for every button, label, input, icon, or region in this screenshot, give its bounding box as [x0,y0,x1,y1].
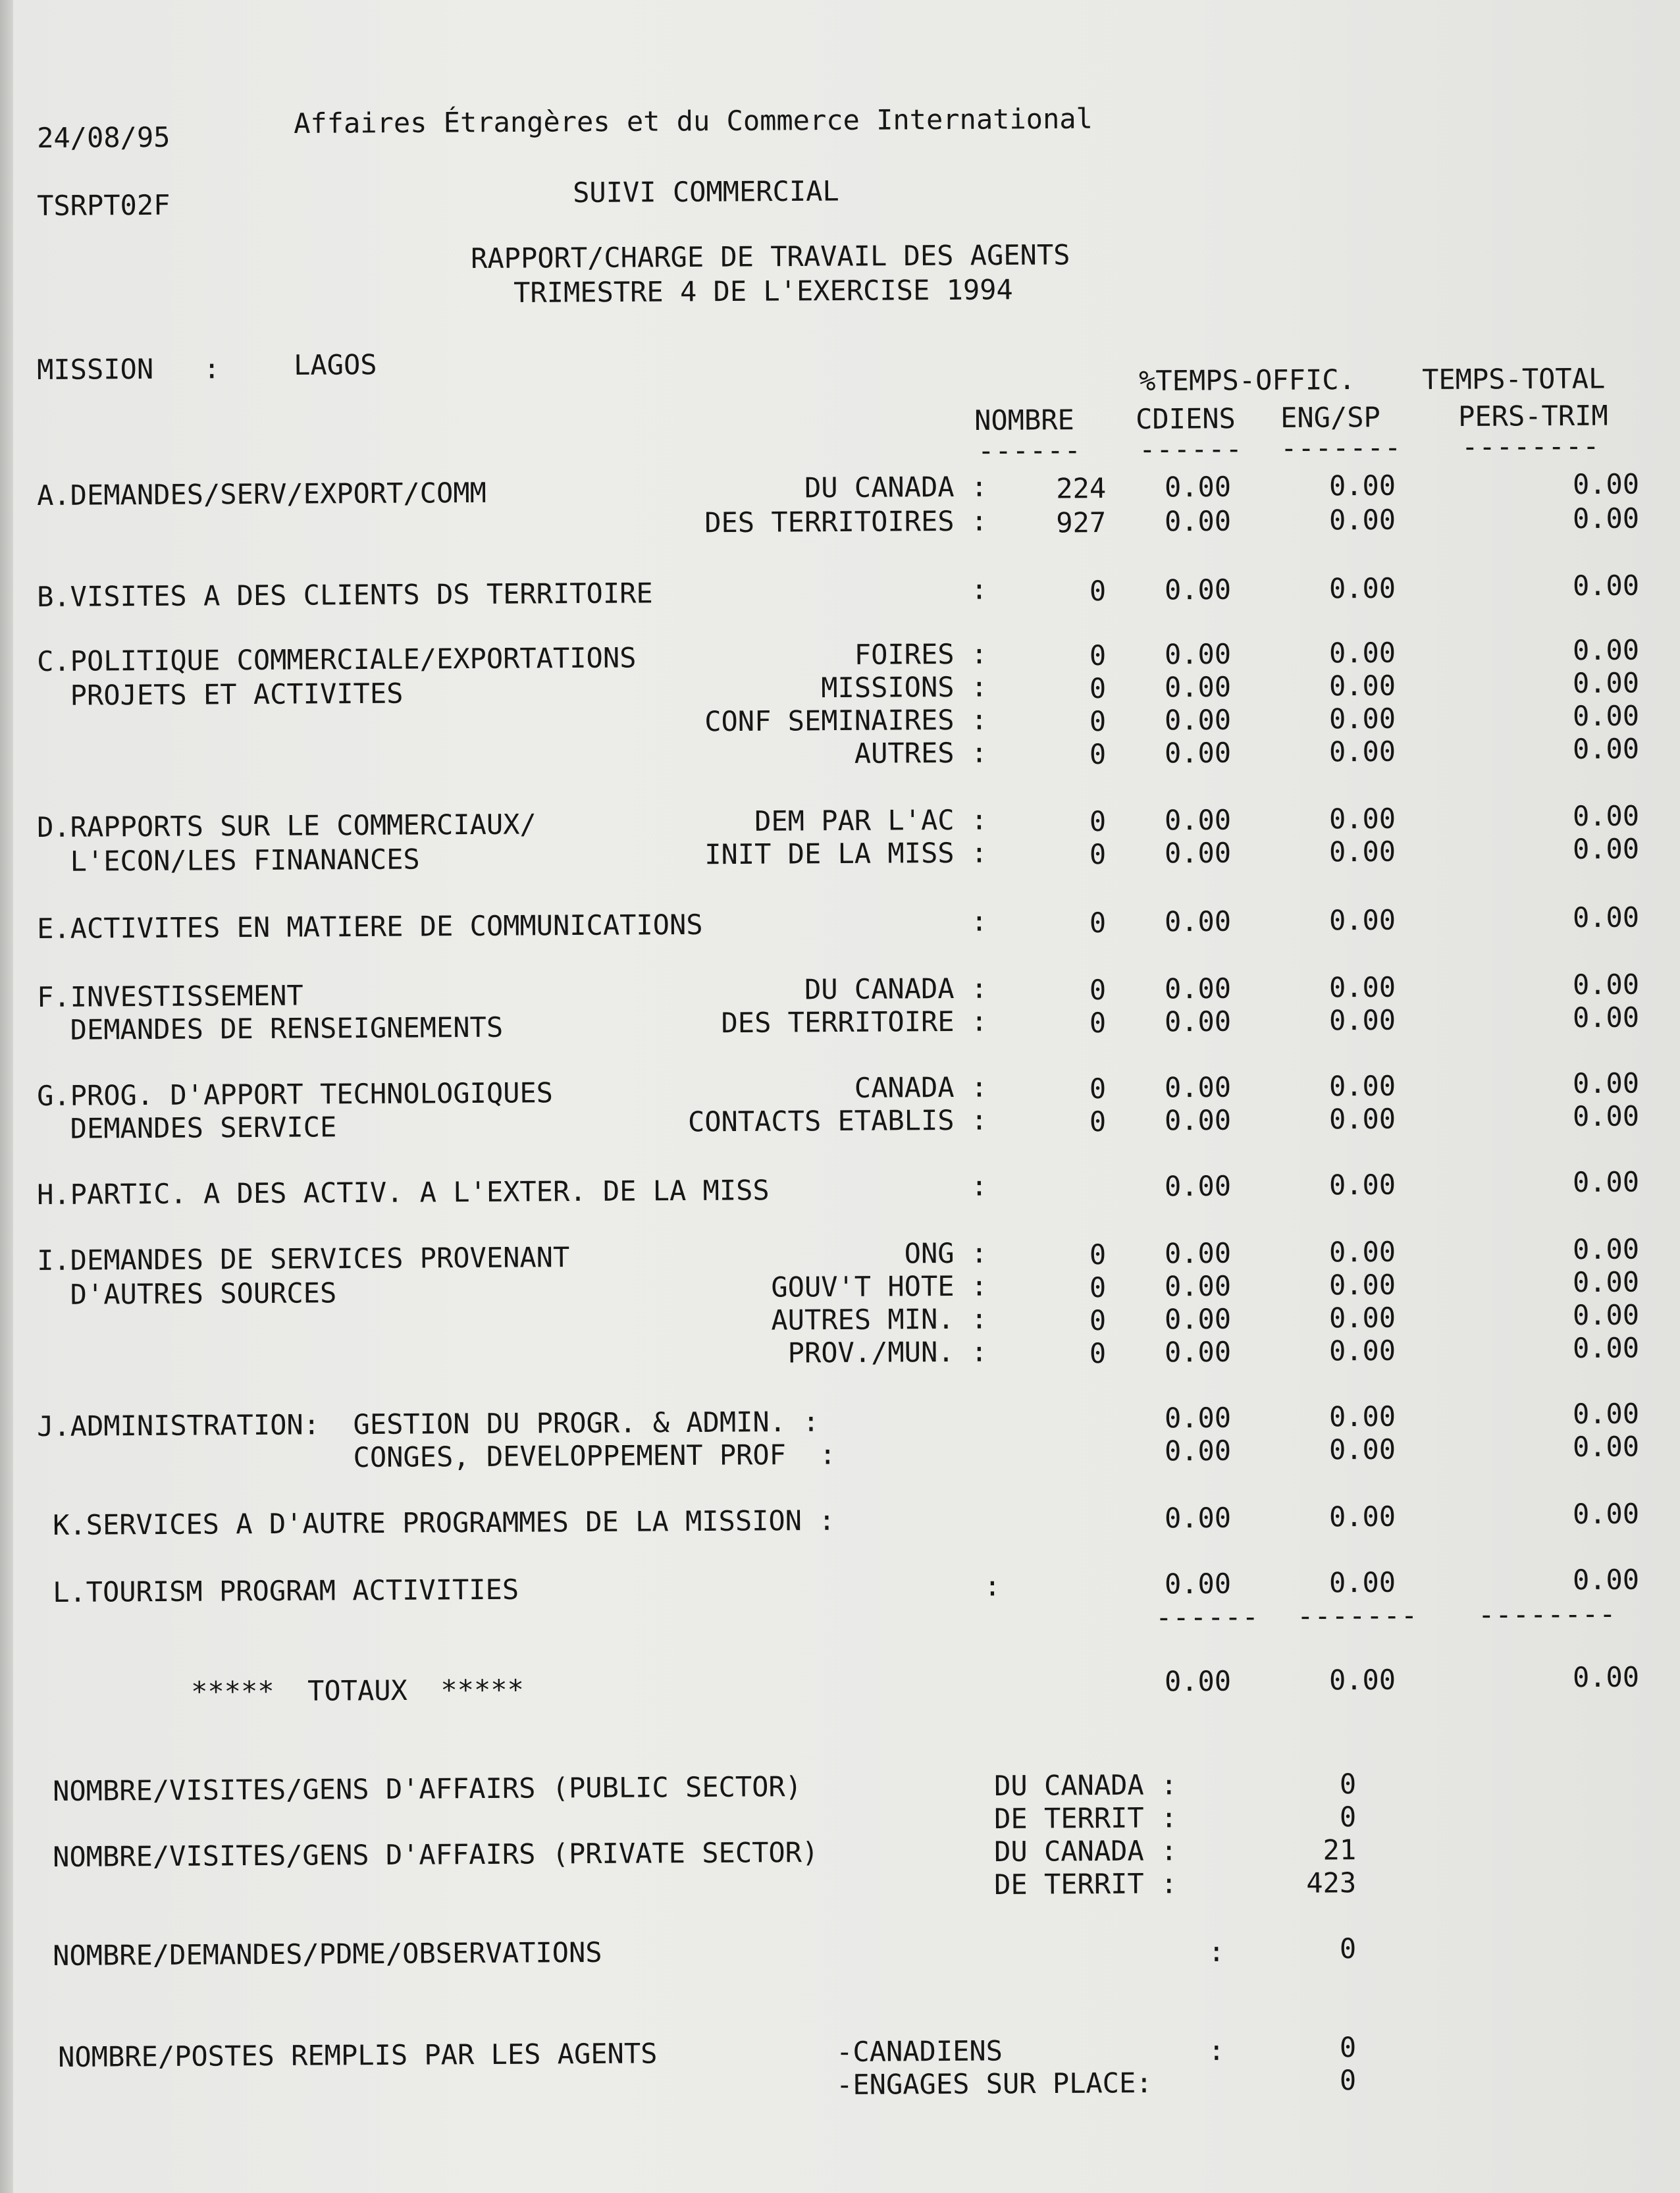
row-d1-total: 0.00 [1572,799,1640,833]
row-l-sub: : [984,1570,1001,1602]
row-i1-total: 0.00 [1572,1232,1640,1266]
row-f2-total: 0.00 [1572,1001,1640,1034]
row-f2-nombre: 0 [1089,1007,1107,1040]
row-c1-sub: FOIRES : [854,637,988,671]
row-c-label: C.POLITIQUE COMMERCIALE/EXPORTATIONS [37,641,637,677]
row-c4-engsp: 0.00 [1328,735,1396,768]
row-i4-sub: PROV./MUN. : [787,1335,988,1369]
row-d1-nombre: 0 [1089,805,1107,838]
pdme-label: NOMBRE/DEMANDES/PDME/OBSERVATIONS [53,1936,602,1972]
row-f1-nombre: 0 [1089,974,1107,1007]
col-header-pct-temps-offic: %TEMPS-OFFIC. [1139,363,1356,397]
row-f1-total: 0.00 [1572,968,1640,1001]
visits-public-canada-label: DU CANADA : [994,1768,1178,1802]
row-i4-nombre: 0 [1089,1337,1107,1370]
totals-total: 0.00 [1572,1660,1640,1694]
col-rule-total: -------- [1461,429,1600,463]
row-e-cdiens: 0.00 [1164,905,1232,938]
col-rule-cdiens: ------ [1139,433,1244,465]
department-name: Affaires Étrangères et du Commerce International [294,102,1093,140]
col-header-cdiens: CDIENS [1136,402,1236,435]
mission-value: LAGOS [294,348,377,381]
row-g1-total: 0.00 [1572,1067,1640,1100]
row-a2-nombre: 927 [1056,506,1107,539]
row-h-cdiens: 0.00 [1164,1169,1232,1203]
row-d2-engsp: 0.00 [1328,835,1396,868]
row-g1-nombre: 0 [1089,1072,1107,1105]
row-c2-sub: MISSIONS : [821,670,988,704]
row-a1-nombre: 224 [1056,472,1107,505]
row-f1-sub: DU CANADA : [804,972,988,1006]
row-l-label: L.TOURISM PROGRAM ACTIVITIES [53,1573,519,1608]
row-g1-cdiens: 0.00 [1164,1070,1232,1104]
row-a1-sub: DU CANADA : [804,470,988,504]
row-a2-total: 0.00 [1572,502,1640,535]
row-h-engsp: 0.00 [1328,1168,1396,1202]
row-c4-cdiens: 0.00 [1164,736,1232,770]
postes-canadiens-value: 0 [1339,2031,1357,2064]
visits-public-territ-value: 0 [1339,1801,1357,1834]
row-f2-engsp: 0.00 [1328,1003,1396,1037]
row-c4-sub: AUTRES : [854,736,988,770]
row-a2-engsp: 0.00 [1328,503,1396,537]
row-j-label-2: CONGES, DEVELOPPEMENT PROF : [37,1438,837,1475]
row-c3-cdiens: 0.00 [1164,703,1232,737]
col-header-temps-total: TEMPS-TOTAL [1422,362,1606,396]
row-a1-total: 0.00 [1572,467,1640,501]
row-g-label: G.PROG. D'APPORT TECHNOLOGIQUES [37,1076,554,1112]
row-g2-cdiens: 0.00 [1164,1103,1232,1137]
col-rule-nombre: ------ [978,434,1082,467]
row-k-label: K.SERVICES A D'AUTRE PROGRAMMES DE LA MISSION : [53,1504,835,1541]
row-e-nombre: 0 [1089,907,1107,939]
postes-canadiens-label: -CANADIENS [836,2034,1003,2068]
row-b-label: B.VISITES A DES CLIENTS DS TERRITOIRE [37,577,653,613]
row-i2-total: 0.00 [1572,1265,1640,1299]
row-i3-total: 0.00 [1572,1298,1640,1332]
row-c3-total: 0.00 [1572,699,1640,733]
row-i3-sub: AUTRES MIN. : [771,1302,988,1336]
visits-private-territ-label: DE TERRIT : [994,1867,1178,1901]
row-b-total: 0.00 [1572,569,1640,602]
report-date: 24/08/95 [37,120,171,154]
row-g1-sub: CANADA : [854,1070,988,1104]
row-c2-cdiens: 0.00 [1164,670,1232,704]
totals-rule-engsp: ------- [1297,1599,1419,1632]
row-j2-engsp: 0.00 [1328,1433,1396,1466]
row-g2-nombre: 0 [1089,1105,1107,1138]
row-b-nombre: 0 [1089,575,1107,608]
visits-public-canada-value: 0 [1339,1768,1357,1801]
visits-private-canada-label: DU CANADA : [994,1834,1178,1868]
row-g-label-2: DEMANDES SERVICE [37,1111,337,1145]
row-d1-sub: DEM PAR L'AC : [754,803,988,837]
row-f-label: F.INVESTISSEMENT [37,979,303,1013]
scan-edge [0,0,13,2193]
row-k-engsp: 0.00 [1328,1500,1396,1533]
row-f2-sub: DES TERRITOIRE : [721,1005,988,1040]
row-b-engsp: 0.00 [1328,571,1396,605]
row-e-label: E.ACTIVITES EN MATIERE DE COMMUNICATIONS [37,908,703,945]
row-i3-nombre: 0 [1089,1304,1107,1337]
system-name: SUIVI COMMERCIAL [573,174,839,209]
row-c2-engsp: 0.00 [1328,669,1396,702]
row-g2-sub: CONTACTS ETABLIS : [687,1103,988,1138]
row-i1-engsp: 0.00 [1328,1235,1396,1269]
row-c1-nombre: 0 [1089,639,1107,672]
row-c3-engsp: 0.00 [1328,702,1396,735]
row-l-total: 0.00 [1572,1563,1640,1597]
row-d2-sub: INIT DE LA MISS : [704,836,988,871]
row-e-engsp: 0.00 [1328,903,1396,937]
row-k-total: 0.00 [1572,1497,1640,1531]
totals-rule-cdiens: ------ [1155,1600,1260,1633]
totals-cdiens: 0.00 [1164,1664,1232,1698]
row-f2-cdiens: 0.00 [1164,1005,1232,1038]
visits-private-territ-value: 423 [1306,1866,1357,1899]
postes-engages-label: -ENGAGES SUR PLACE: [836,2067,1153,2101]
row-d-label-2: L'ECON/LES FINANANCES [37,843,420,878]
row-d2-cdiens: 0.00 [1164,836,1232,870]
row-l-cdiens: 0.00 [1164,1567,1232,1600]
row-c2-total: 0.00 [1572,666,1640,700]
row-i2-engsp: 0.00 [1328,1268,1396,1302]
row-d1-cdiens: 0.00 [1164,803,1232,837]
col-header-nombre: NOMBRE [974,404,1075,436]
row-c1-total: 0.00 [1572,633,1640,667]
row-j1-cdiens: 0.00 [1164,1401,1232,1435]
row-c1-engsp: 0.00 [1328,636,1396,670]
row-j2-total: 0.00 [1572,1430,1640,1464]
row-i1-cdiens: 0.00 [1164,1236,1232,1270]
pdme-colon: : [1208,1935,1225,1968]
report-code: TSRPT02F [37,188,171,222]
row-a2-cdiens: 0.00 [1164,504,1232,538]
row-f1-engsp: 0.00 [1328,970,1396,1004]
col-header-eng-sp: ENG/SP [1280,401,1381,434]
col-rule-eng-sp: ------- [1280,431,1402,464]
mission-label: MISSION : [37,352,221,386]
row-e-total: 0.00 [1572,901,1640,934]
col-header-pers-trim: PERS-TRIM [1458,399,1608,433]
row-i1-nombre: 0 [1089,1238,1107,1271]
row-i2-sub: GOUV'T HOTE : [771,1269,988,1304]
row-g1-engsp: 0.00 [1328,1069,1396,1103]
row-c1-cdiens: 0.00 [1164,637,1232,671]
row-h-label: H.PARTIC. A DES ACTIV. A L'EXTER. DE LA MISS [37,1174,770,1211]
row-g2-total: 0.00 [1572,1099,1640,1133]
report-page [13,0,1680,2193]
row-a1-engsp: 0.00 [1328,469,1396,502]
row-i2-nombre: 0 [1089,1271,1107,1304]
row-i2-cdiens: 0.00 [1164,1269,1232,1303]
row-h-total: 0.00 [1572,1165,1640,1199]
row-f-label-2: DEMANDES DE RENSEIGNEMENTS [37,1011,504,1046]
row-d2-nombre: 0 [1089,838,1107,871]
row-i4-cdiens: 0.00 [1164,1335,1232,1369]
report-subtitle: TRIMESTRE 4 DE L'EXERCISE 1994 [513,273,1013,309]
row-h-sub: : [970,1169,988,1202]
row-i-label-2: D'AUTRES SOURCES [37,1277,337,1311]
row-j2-cdiens: 0.00 [1164,1434,1232,1467]
row-a2-sub: DES TERRITOIRES : [704,504,988,539]
visits-public-label: NOMBRE/VISITES/GENS D'AFFAIRS (PUBLIC SECTOR) [53,1770,802,1807]
row-i4-engsp: 0.00 [1328,1334,1396,1367]
row-c3-nombre: 0 [1089,705,1107,738]
row-f1-cdiens: 0.00 [1164,972,1232,1005]
row-i3-cdiens: 0.00 [1164,1302,1232,1336]
row-j1-engsp: 0.00 [1328,1400,1396,1433]
totals-engsp: 0.00 [1328,1663,1396,1697]
postes-canadiens-colon: : [1208,2034,1225,2067]
row-c4-nombre: 0 [1089,738,1107,771]
row-c3-sub: CONF SEMINAIRES : [704,703,988,738]
totals-label: ***** TOTAUX ***** [191,1673,525,1708]
row-i-label: I.DEMANDES DE SERVICES PROVENANT [37,1241,570,1277]
report-title: RAPPORT/CHARGE DE TRAVAIL DES AGENTS [471,238,1070,275]
totals-rule-total: -------- [1478,1597,1617,1631]
row-i1-sub: ONG : [904,1236,988,1270]
row-l-engsp: 0.00 [1328,1566,1396,1599]
row-a-label: A.DEMANDES/SERV/EXPORT/COMM [37,476,487,512]
row-a1-cdiens: 0.00 [1164,470,1232,504]
row-b-sub: : [970,573,988,606]
visits-private-label: NOMBRE/VISITES/GENS D'AFFAIRS (PRIVATE SECTOR) [53,1836,819,1873]
row-d1-engsp: 0.00 [1328,802,1396,835]
postes-engages-value: 0 [1339,2064,1357,2097]
visits-public-territ-label: DE TERRIT : [994,1801,1178,1835]
visits-private-canada-value: 21 [1323,1834,1357,1866]
row-c4-total: 0.00 [1572,732,1640,766]
pdme-value: 0 [1339,1932,1357,1965]
row-e-sub: : [970,905,988,938]
postes-label: NOMBRE/POSTES REMPLIS PAR LES AGENTS [58,2037,658,2073]
row-k-cdiens: 0.00 [1164,1501,1232,1535]
row-c-label-2: PROJETS ET ACTIVITES [37,677,404,712]
row-b-cdiens: 0.00 [1164,573,1232,606]
row-i4-total: 0.00 [1572,1331,1640,1365]
row-g2-engsp: 0.00 [1328,1102,1396,1136]
row-j-label: J.ADMINISTRATION: GESTION DU PROGR. & ADMIN. : [37,1405,820,1442]
row-d-label: D.RAPPORTS SUR LE COMMERCIAUX/ [37,808,537,843]
row-j1-total: 0.00 [1572,1397,1640,1431]
row-d2-total: 0.00 [1572,832,1640,866]
row-c2-nombre: 0 [1089,672,1107,705]
row-i3-engsp: 0.00 [1328,1301,1396,1334]
